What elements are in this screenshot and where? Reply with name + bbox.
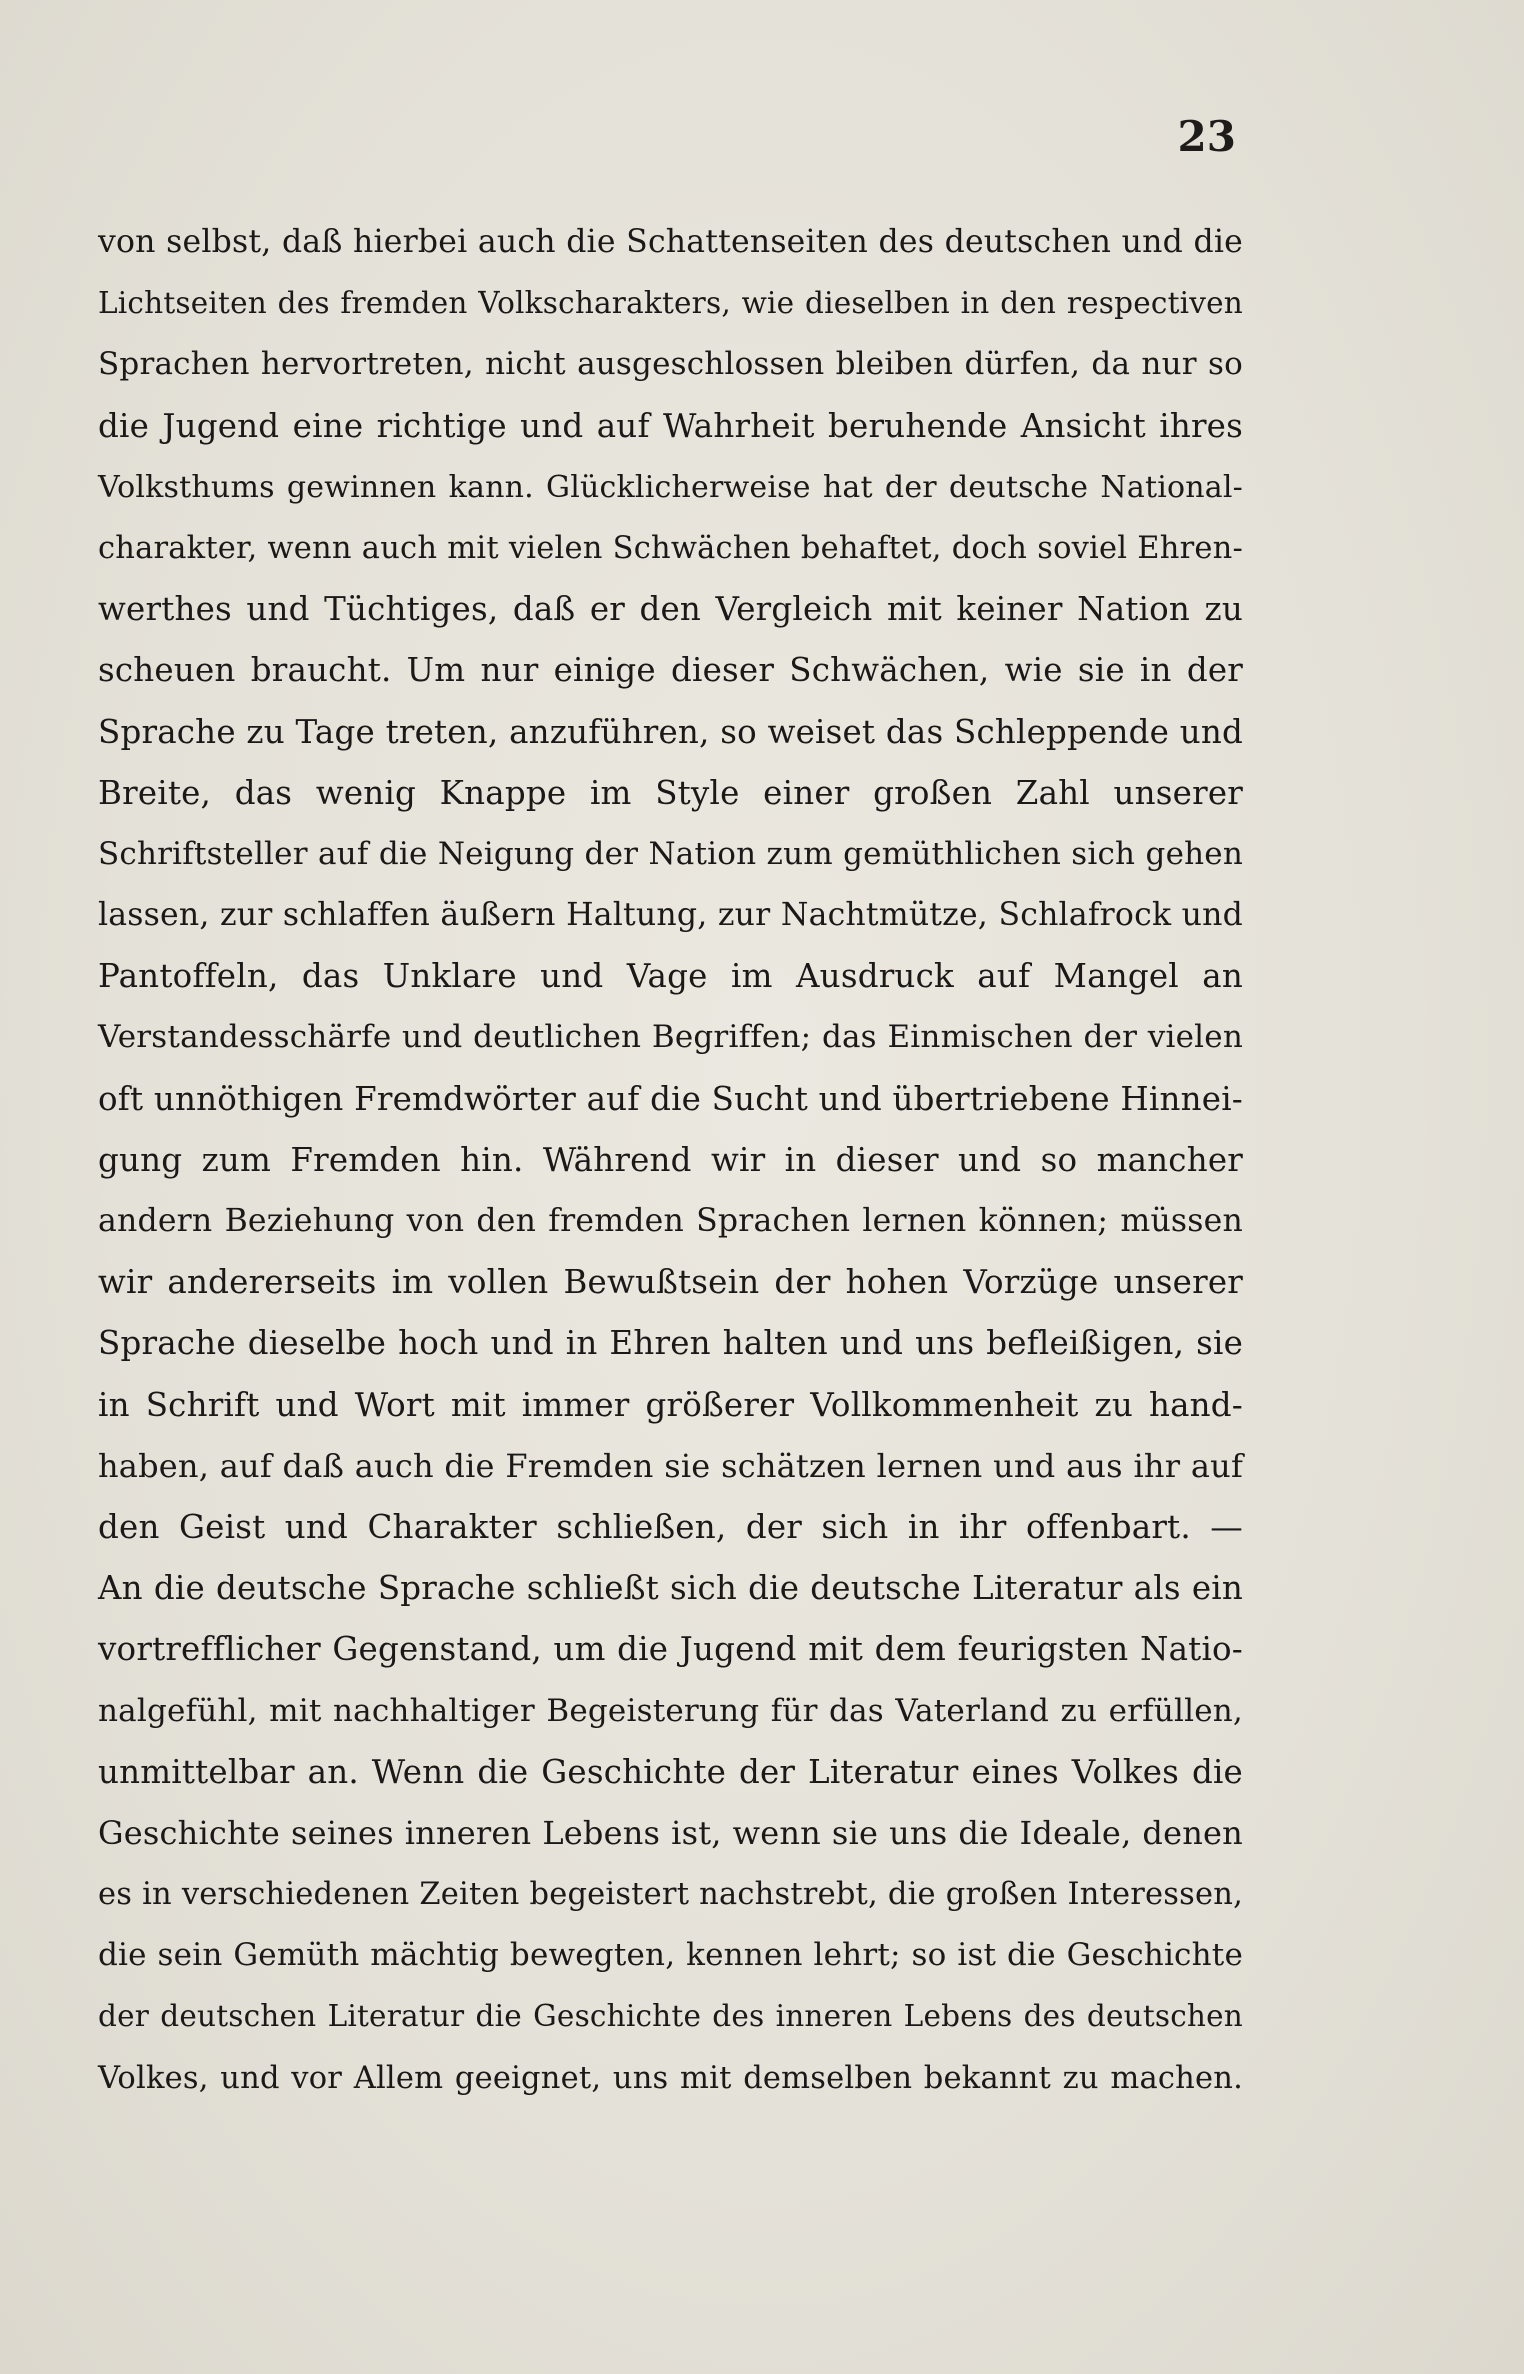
text-line: unmittelbar an. Wenn die Geschichte der Literatur eines Volkes die (98, 1752, 1243, 1791)
text-line: die Jugend eine richtige und auf Wahrheit beruhende Ansicht ihres (98, 406, 1243, 445)
text-line: werthes und Tüchtiges, daß er den Vergleich mit keiner Nation zu (98, 590, 1243, 629)
text-line: es in verschiedenen Zeiten begeistert nachstrebt, die großen Interessen, (98, 1877, 1243, 1913)
text-line: in Schrift und Wort mit immer größerer Vollkommenheit zu hand- (98, 1385, 1243, 1424)
text-line: die sein Gemüth mächtig bewegten, kennen lehrt; so ist die Geschichte (98, 1937, 1243, 1974)
text-line: Volksthums gewinnen kann. Glücklicherweise hat der deutsche National- (98, 469, 1243, 505)
text-line: Sprachen hervortreten, nicht ausgeschlossen bleiben dürfen, da nur so (98, 346, 1243, 383)
page-number: 23 (1177, 112, 1236, 161)
text-line: oft unnöthigen Fremdwörter auf die Sucht und übertriebene Hinnei- (98, 1079, 1243, 1118)
text-line: Lichtseiten des fremden Volkscharakters, wie dieselben in den respectiven (98, 286, 1243, 321)
text-line: Geschichte seines inneren Lebens ist, wenn sie uns die Ideale, denen (98, 1813, 1243, 1852)
text-line: gung zum Fremden hin. Während wir in dieser und so mancher (98, 1140, 1243, 1179)
text-line: Schriftsteller auf die Neigung der Nation zum gemüthlichen sich gehen (98, 835, 1243, 872)
text-line: lassen, zur schlaffen äußern Haltung, zur Nachtmütze, Schlafrock und (98, 897, 1243, 934)
text-line: Sprache dieselbe hoch und in Ehren halten und uns befleißigen, sie (98, 1324, 1243, 1363)
text-line: Sprache zu Tage treten, anzuführen, so weiset das Schleppende und (98, 712, 1243, 751)
text-line: Verstandesschärfe und deutlichen Begriffen; das Einmischen der vielen (98, 1019, 1243, 1056)
text-line: Pantoffeln, das Unklare und Vage im Ausdruck auf Mangel an (98, 957, 1243, 996)
text-line: charakter, wenn auch mit vielen Schwächen behaftet, doch soviel Ehren- (98, 530, 1243, 566)
text-line: der deutschen Literatur die Geschichte des inneren Lebens des deutschen (98, 1999, 1243, 2034)
text-line: vortrefflicher Gegenstand, um die Jugend mit dem feurigsten Natio- (98, 1630, 1243, 1669)
text-line: andern Beziehung von den fremden Sprachen lernen können; müssen (98, 1203, 1243, 1239)
text-line: von selbst, daß hierbei auch die Schattenseiten des deutschen und die (98, 224, 1243, 260)
text-line: wir andererseits im vollen Bewußtsein der hohen Vorzüge unserer (98, 1263, 1243, 1302)
text-line: den Geist und Charakter schließen, der sich in ihr offenbart. — (98, 1507, 1243, 1546)
text-line: scheuen braucht. Um nur einige dieser Schwächen, wie sie in der (98, 651, 1243, 690)
text-line: nalgefühl, mit nachhaltiger Begeisterung für das Vaterland zu erfüllen, (98, 1692, 1243, 1729)
text-line: Volkes, und vor Allem geeignet, uns mit demselben bekannt zu machen. (98, 2060, 1243, 2096)
text-line: An die deutsche Sprache schließt sich die deutsche Literatur als ein (98, 1569, 1243, 1608)
body-text (98, 212, 1243, 2109)
text-line: haben, auf daß auch die Fremden sie schätzen lernen und aus ihr auf (98, 1446, 1243, 1485)
text-line: Breite, das wenig Knappe im Style einer großen Zahl unserer (98, 773, 1243, 812)
